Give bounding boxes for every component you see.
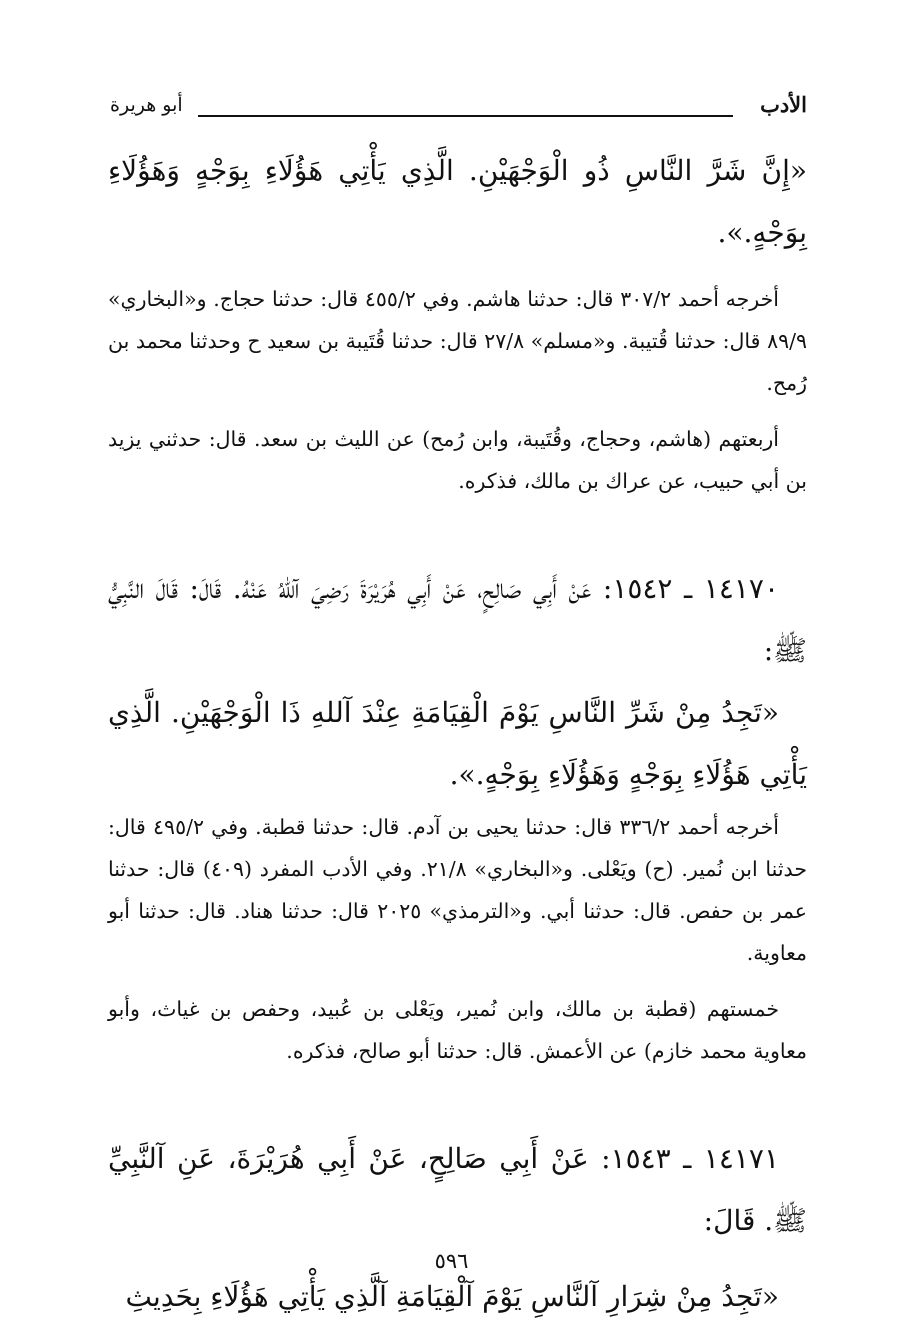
chapter-title: الأدب: [760, 92, 807, 117]
page-body: [108, 140, 807, 1328]
takhrij-prev: أخرجه أحمد ٣٠٧/٢ قال: حدثنا هاشم. وفي ٤٥٥/٢ قال: حدثنا حجاج. و«البخاري» ٨٩/٩ قال: حدثنا قُتيبة. و«مسلم» ٢٧/٨ قال: حدثنا قُتَيبة بن سعيد ح وحدثنا محمد بن رُمح.: [108, 287, 808, 395]
hadith-text-prev: «إِنَّ شَرَّ النَّاسِ ذُو الْوَجْهَيْنِ. الَّذِي يَأْتِي هَؤُلَاءِ بِوَجْهٍ وَهَؤُلَاءِ بِوَجْهٍ.».: [108, 154, 807, 249]
isnad-summary-prev: أربعتهم (هاشم، وحجاج، وقُتَيبة، وابن رُمح) عن الليث بن سعد. قال: حدثني يزيد بن أبي حبيب، عن عراك بن مالك، فذكره.: [108, 427, 807, 493]
hadith-heading-14170: ١٤١٧٠ ـ ١٥٤٢: عَنْ أَبِي صَالِحٍ، عَنْ أَبِي هُرَيْرَةَ رَضِيَ آللهُ عَنْهُ. قَالَ: قَالَ النَّبِيُّ ﷺ:: [108, 572, 807, 667]
hadith-heading-14171: ١٤١٧١ ـ ١٥٤٣: عَنْ أَبِي صَالِحٍ، عَنْ أَبِي هُرَيْرَةَ، عَنِ آلنَّبِيِّ ﷺ. قَالَ:: [108, 1142, 807, 1237]
isnad-summary-14170: خمستهم (قطبة بن مالك، وابن نُمير، ويَعْلى بن عُبيد، وحفص بن غياث، وأبو معاوية محمد خازم) عن الأعمش. قال: حدثنا أبو صالح، فذكره.: [108, 997, 807, 1063]
narrator-title: أبو هريرة: [110, 94, 183, 116]
page-number: ٥٩٦: [434, 1249, 469, 1273]
running-header: [110, 92, 807, 126]
takhrij-14170: أخرجه أحمد ٣٣٦/٢ قال: حدثنا يحيى بن آدم. قال: حدثنا قطبة. وفي ٤٩٥/٢ قال: حدثنا ابن نُمير. (ح) ويَعْلى. و«البخاري» ٢١/٨. وفي الأدب المفرد (٤٠٩) قال: حدثنا عمر بن حفص. قال: حدثنا أبي. و«الترمذي» ٢٠٢٥ قال: حدثنا هناد. قال: حدثنا أبو معاوية.: [108, 815, 808, 965]
hadith-text-14171: «تَجِدُ مِنْ شِرَارِ آلنَّاسِ يَوْمَ آلْقِيَامَةِ آلَّذِي يَأْتِي هَؤُلَاءِ بِحَدِيثِ: [125, 1280, 779, 1313]
header-rule: [198, 115, 733, 117]
hadith-text-14170: «تَجِدُ مِنْ شَرِّ النَّاسِ يَوْمَ الْقِيَامَةِ عِنْدَ آللهِ ذَا الْوَجْهَيْنِ. الَّذِي يَأْتِي هَؤُلَاءِ بِوَجْهٍ وَهَؤُلَاءِ بِوَجْهٍ.».: [108, 696, 807, 791]
